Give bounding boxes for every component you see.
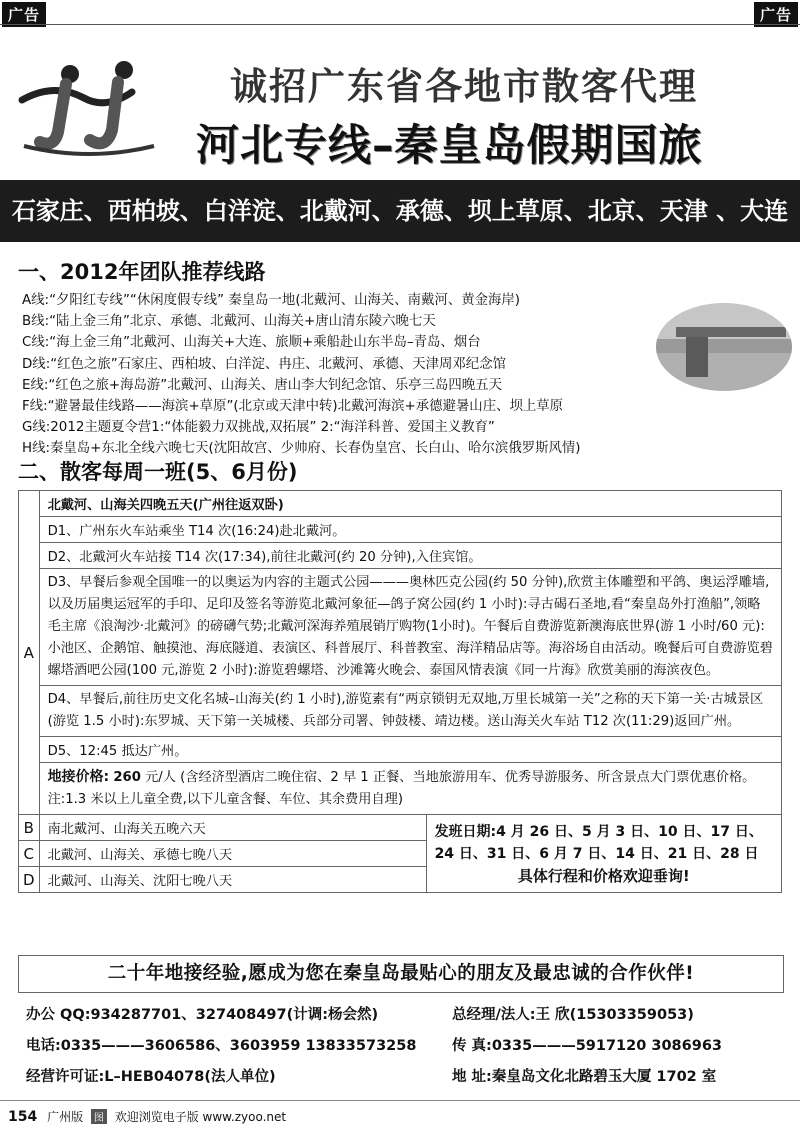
route-item: E线:“红色之旅+海岛游”北戴河、山海关、唐山李大钊纪念馆、乐亭三岛四晚五天 [22,377,502,393]
contact-qq: 办公 QQ:934287701、327408497(计调:杨会然) [26,1007,379,1023]
tour-tag-c: C [19,841,40,867]
departure-info [426,815,781,893]
contact-fax: 传 真:0335———5917120 3086963 [452,1038,722,1054]
tour-tag-a: A [19,491,40,815]
route-item: B线:“陆上金三角”北京、承德、北戴河、山海关+唐山清东陵六晚七天 [22,314,436,330]
price-value: 260 [113,770,141,785]
tour-a-day1: D1、广州东火车站乘坐 T14 次(16:24)赴北戴河。 [39,517,781,543]
contact-row [18,1034,782,1060]
footer-text: 欢迎浏览电子版 www.zyoo.net [114,1110,287,1124]
tour-a-day4: D4、早餐后,前往历史文化名城–山海关(约 1 小时),游览素有“两京锁钥无双地,万里长城第一关”之称的天下第一关·古城景区(游览 1.5 小时):东罗城、天下第一关城楼、兵部分司署、钟鼓楼、靖边楼。送山海关火车站 T12 次(11:29)返回广州。 [39,686,781,737]
route-item: A线:“夕阳红专线”“休闲度假专线” 秦皇岛一地(北戴河、山海关、南戴河、黄金海岸) [22,293,521,308]
tour-a-title: 北戴河、山海关四晚五天(广州往返双卧) [39,491,781,517]
edition-badge: 图 [91,1109,107,1124]
top-divider [0,24,800,25]
route-item: C线:“海上金三角”北戴河、山海关+大连、旅顺+乘船赴山东半岛–青岛、烟台 [22,335,481,351]
tour-d-title: 北戴河、山海关、沈阳七晚八天 [39,867,426,893]
ad-label-left: 广告 [2,2,46,27]
tour-tag-b: B [19,815,40,841]
cities-banner: 石家庄、西柏坡、白洋淀、北戴河、承德、坝上草原、北京、天津 、大连 [0,180,800,242]
company-logo [14,52,164,160]
page-number: 154 [8,1109,38,1125]
tour-table [18,490,782,893]
recruit-headline: 诚招广东省各地市散客代理 [230,65,698,108]
page-footer [8,1108,286,1125]
tour-b-title: 南北戴河、山海关五晚六天 [39,815,426,841]
route-item: H线:秦皇岛+东北全线六晚七天(沈阳故宫、少帅府、长春伪皇宫、长白山、哈尔滨俄罗斯风情) [22,441,581,457]
route-item: F线:“避暑最佳线路——海滨+草原”(北京或天津中转)北戴河海滨+承德避暑山庄、坝上草原 [22,399,564,415]
tour-tag-d: D [19,867,40,893]
contact-manager: 总经理/法人:王 欣(15303359053) [452,1007,694,1023]
edition-label: 广州版 [47,1110,84,1124]
contact-address: 地 址:秦皇岛文化北路碧玉大厦 1702 室 [452,1069,717,1085]
agency-name: 河北专线–秦皇岛假期国旅 [196,121,703,171]
tour-a-price [39,763,781,815]
tour-a-day5: D5、12:45 抵达广州。 [39,737,781,763]
contact-phone: 电话:0335———3606586、3603959 13833573258 [26,1038,417,1054]
section-title-group-routes: 一、2012年团队推荐线路 [18,260,266,284]
route-item: G线:2012主题夏令营1:“体能毅力双挑战,双拓展” 2:“海洋科普、爱国主义教育” [22,420,495,436]
departure-dates: 发班日期:4 月 26 日、5 月 3 日、10 日、17 日、24 日、31 日、6 月 7 日、14 日、21 日、28 日 [434,823,763,862]
price-label: 地接价格: [47,769,110,785]
tour-c-title: 北戴河、山海关、承德七晚八天 [39,841,426,867]
slogan-banner: 二十年地接经验,愿成为您在秦皇岛最贴心的朋友及最忠诚的合作伙伴! [18,955,784,993]
price-note: (含经济型酒店二晚住宿、2 早 1 正餐、当地旅游用车、优秀导游服务、所含景点大门票优惠价格。注:1.3 米以上儿童全费,以下儿童含餐、车位、其余费用自理) [47,770,756,807]
ad-label-right: 广告 [754,2,798,27]
tour-a-day2: D2、北戴河火车站接 T14 次(17:34),前往北戴河(约 20 分钟),入住宾馆。 [39,543,781,569]
contact-license: 经营许可证:L–HEB04078(法人单位) [26,1069,276,1085]
footer-divider [0,1100,800,1101]
contact-row [18,1003,782,1029]
price-unit: 元/人 [145,770,176,785]
route-item: D线:“红色之旅”石家庄、西柏坡、白洋淀、冉庄、北戴河、承德、天津周邓纪念馆 [22,356,506,372]
coastline-photo [656,303,792,391]
route-list [22,290,642,460]
tour-a-day3: D3、早餐后参观全国唯一的以奥运为内容的主题式公园———奥林匹克公园(约 50 分钟),欣赏主体雕塑和平鸽、奥运浮雕墙,以及历届奥运冠军的手印、足印及签名等游览北戴河象征—鸽子窝公园(约 1 小时):寻古碣石圣地,看“秦皇岛外打渔船”,领略毛主席《浪淘沙·北戴河》的磅礴气势;北戴河深海养殖展销厅购物(1小时)。午餐后自费游览新澳海底世界(游 1 小时/60 元):小池区、企鹅馆、触摸池、海底隧道、表演区、科普展厅、科普教室、海洋精品店等。海浴场自由活动。晚餐后可自费游览碧螺塔酒吧公园(100 元,游览 2 小时):游览碧螺塔、沙滩篝火晚会、泰国风情表演《同一片海》欣赏美丽的海滨夜色。 [39,569,781,686]
inquiry-note: 具体行程和价格欢迎垂询! [517,866,690,885]
section-title-weekly: 二、散客每周一班(5、6月份) [18,460,298,484]
contact-row [18,1065,782,1091]
